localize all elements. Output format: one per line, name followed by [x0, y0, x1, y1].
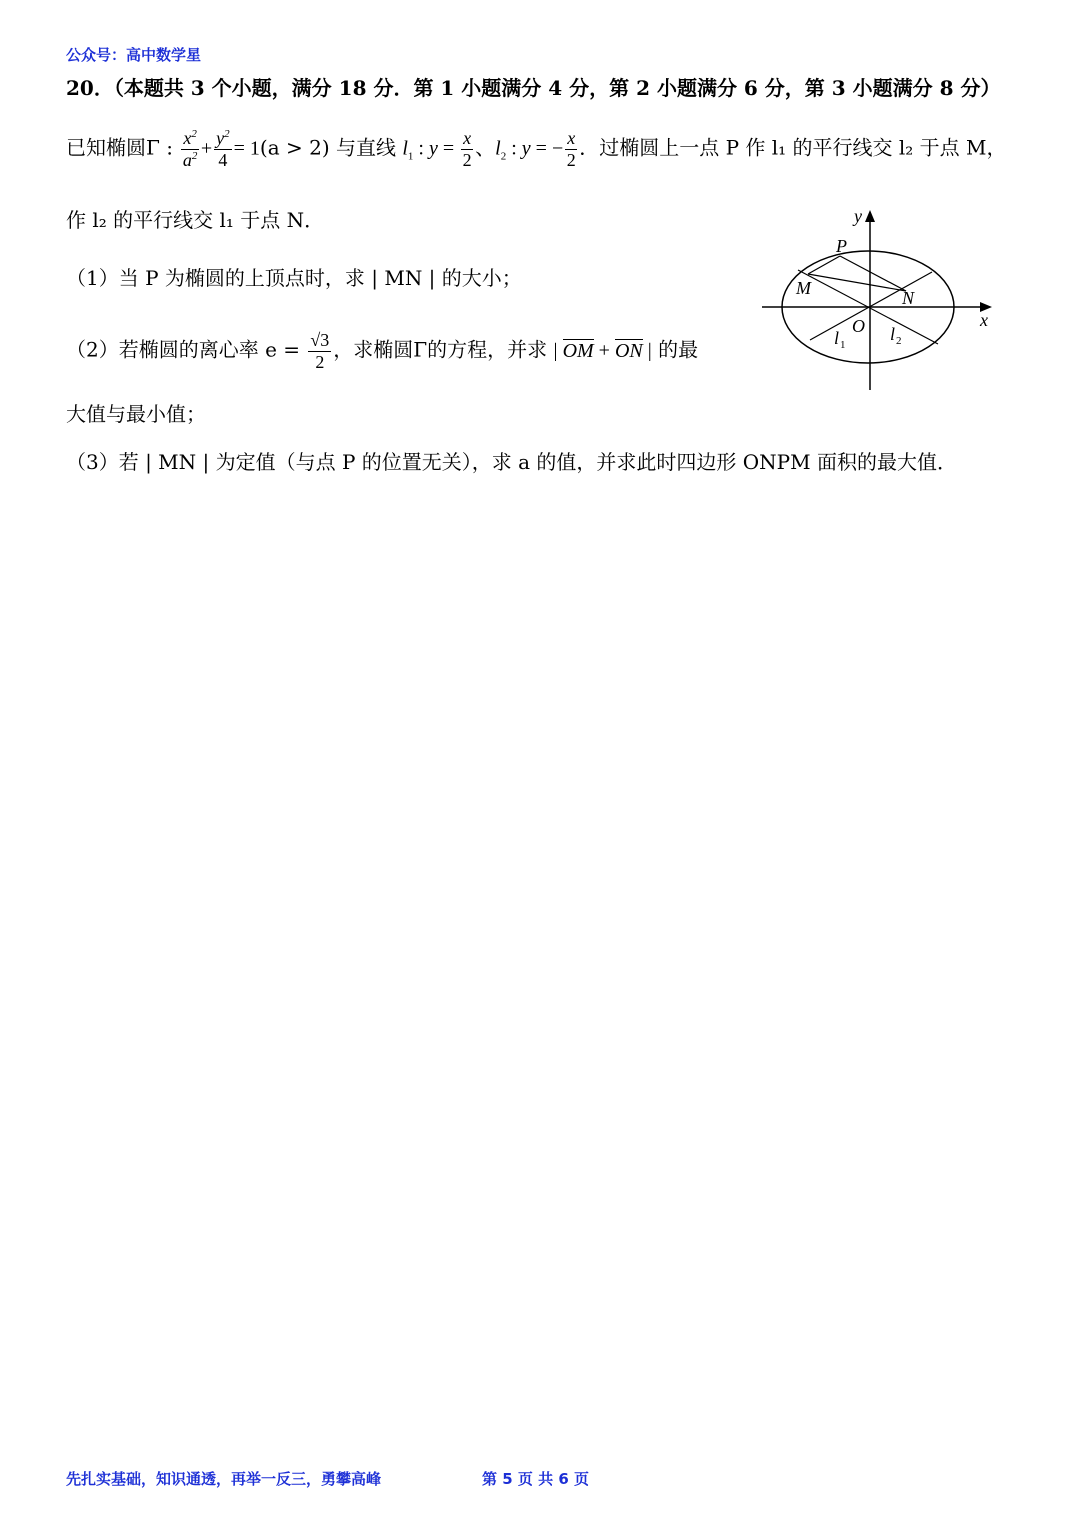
label-y: y	[854, 206, 862, 226]
ellipse-figure	[760, 200, 1000, 395]
stem-cond: (a > 2) 与直线	[259, 135, 396, 160]
label-O: O	[852, 316, 865, 336]
frac-sqrt3-2: $\frac{√3}{2}$	[310, 330, 330, 372]
question-2: （2）若椭圆的离心率 e = $\frac{√3}{2}$ ，求椭圆Γ的方程，并求 | OM + ON | 的最	[66, 330, 699, 372]
footer-motto: 先扎实基础，知识通透，再举一反三，勇攀高峰	[66, 1470, 382, 1488]
q2-b: ，求椭圆Γ的方程，并求	[333, 337, 548, 362]
stem-line2: 作 l₂ 的平行线交 l₁ 于点 N．	[66, 208, 325, 232]
y-axis-arrow	[865, 210, 875, 222]
stem-tail: ．过椭圆上一点 P 作 l₁ 的平行线交 l₂ 于点 M，	[579, 135, 1007, 160]
label-l2-sub: 2	[896, 335, 902, 347]
question-3: （3）若 | MN | 为定值（与点 P 的位置无关），求 a 的值，并求此时四边形 ONPM 面积的最大值．	[66, 450, 957, 474]
q2-line2: 大值与最小值；	[66, 402, 206, 426]
frac-y2-4: $\frac{y^2}{4}$	[216, 128, 230, 170]
frac-x2-a2: $\frac{x^2}{a^2}$	[182, 128, 198, 170]
footer-page: 第 5 页 共 6 页	[482, 1470, 589, 1488]
stem-intro: 已知椭圆Γ :	[66, 135, 173, 160]
problem-number: 20．	[66, 76, 114, 100]
q2-c: 的最	[658, 337, 699, 362]
frac-x-2: $\frac{x}{2}$	[462, 128, 472, 170]
problem-heading	[66, 78, 1001, 98]
label-l2: l	[890, 324, 896, 344]
label-l1: l	[834, 328, 840, 348]
problem-scoring: （本题共 3 个小题，满分 18 分．第 1 小题满分 4 分，第 2 小题满分 6 分，第 3 小题满分 8 分）	[113, 76, 1001, 100]
label-l1-sub: 1	[840, 339, 846, 351]
frac-neg-x-2: $\frac{x}{2}$	[566, 128, 576, 170]
label-M: M	[796, 278, 811, 298]
label-P: P	[836, 236, 847, 256]
header-note: 公众号：高中数学星	[66, 46, 202, 64]
q2-a: （2）若椭圆的离心率 e =	[66, 337, 301, 362]
problem-stem: 已知椭圆Γ : $\frac{x^2}{a^2}$ + $\frac{y^2}{4}$ = 1(a > 2) 与直线 $l_1$ : y = $\frac{x}{2}$ 、$l_2$ : y = − $\frac{x}{2}$ ．过椭圆上一点 P 作 l₁ 的平行线交 l₂ 于点 M，	[66, 128, 1007, 170]
question-1: （1）当 P 为椭圆的上顶点时，求 | MN | 的大小；	[66, 266, 522, 290]
label-N: N	[902, 288, 915, 308]
label-x: x	[980, 310, 988, 330]
